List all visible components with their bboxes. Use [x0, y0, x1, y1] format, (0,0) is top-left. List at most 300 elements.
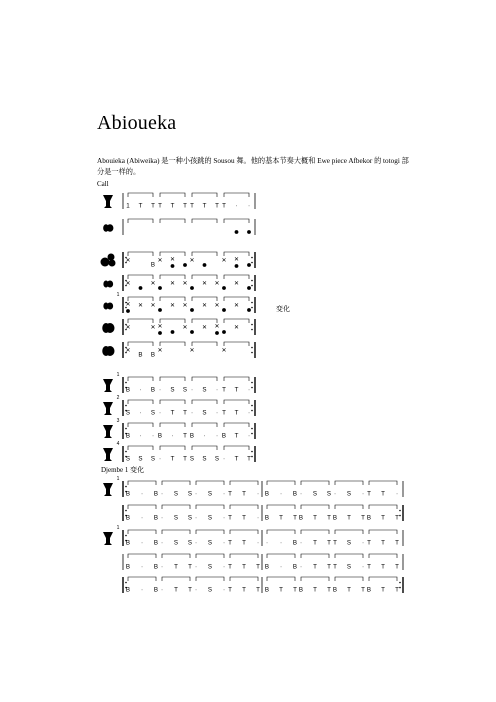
note-stroke: S [173, 490, 179, 498]
note-stroke: T [138, 202, 143, 210]
note-stroke: B [264, 586, 270, 594]
note-stroke: B [125, 563, 131, 571]
dundun-icon [107, 224, 114, 232]
note-open [190, 308, 194, 312]
note-stroke: S [138, 455, 143, 463]
beat-bracket [128, 252, 153, 256]
beat-bracket [160, 252, 185, 256]
beat-bracket [128, 423, 153, 427]
note-mute: ✕ [137, 303, 144, 309]
note-stroke: T [333, 563, 337, 571]
note-mute: ✕ [169, 281, 176, 287]
note-mute: ✕ [221, 348, 227, 354]
beat-bracket [224, 297, 249, 301]
beat-bracket [267, 481, 295, 485]
variation-marker: 1 [116, 372, 120, 378]
note-stroke: · [160, 586, 164, 594]
note-stroke: T [234, 432, 239, 440]
rhythm-row-sangban-var [103, 292, 255, 313]
note-stroke: · [160, 563, 164, 571]
note-stroke: B [153, 586, 159, 594]
note-stroke: · [139, 409, 142, 417]
rhythm-row-dundun-set [101, 252, 256, 269]
beat-bracket [160, 193, 185, 197]
note-open [247, 263, 251, 267]
note-stroke: B [264, 514, 270, 522]
beat-bracket [224, 219, 249, 223]
repeat-dot [125, 428, 127, 430]
note-stroke: T [395, 539, 399, 547]
beat-bracket [196, 505, 224, 509]
note-stroke: · [158, 386, 162, 394]
note-open [203, 263, 207, 267]
note-stroke: · [139, 386, 142, 394]
note-stroke: T [228, 563, 232, 571]
note-stroke: S [170, 386, 175, 394]
rhythm-row-kenkeni [102, 319, 255, 335]
variation-marker: 1 [116, 476, 120, 482]
note-stroke: B [153, 563, 159, 571]
repeat-dot [125, 382, 127, 384]
note-mute: ✕ [125, 302, 131, 308]
note-stroke: T [347, 514, 351, 522]
beat-bracket [128, 219, 153, 223]
note-stroke: · [158, 455, 162, 463]
repeat-dot [251, 433, 253, 435]
beat-bracket [369, 577, 397, 581]
rhythm-row-djembe-3 [103, 418, 255, 440]
note-stroke: B [157, 432, 163, 440]
note-stroke: T [381, 514, 385, 522]
note-stroke: B [153, 514, 159, 522]
note-mute: ✕ [157, 324, 163, 330]
note-mute: ✕ [214, 324, 220, 330]
note-stroke: · [194, 563, 198, 571]
note-mute: ✕ [157, 348, 163, 354]
beat-bracket [224, 342, 249, 346]
note-stroke: T [327, 514, 331, 522]
note-stroke: T [222, 409, 226, 417]
repeat-dot [251, 285, 253, 287]
beat-bracket [196, 554, 224, 558]
note-stroke: T [293, 586, 297, 594]
beat-bracket [301, 530, 329, 534]
beat-bracket [128, 446, 153, 450]
beat-bracket [224, 377, 249, 381]
djembe-icon [103, 532, 113, 545]
beat-bracket [369, 481, 397, 485]
note-open [222, 286, 226, 290]
beat-bracket [196, 530, 224, 534]
beat-bracket [192, 275, 217, 279]
note-stroke: T [256, 563, 260, 571]
note-mute: ✕ [169, 303, 176, 309]
note-stroke: S [150, 455, 156, 463]
note-mute: ✕ [233, 257, 240, 263]
dundun-set-icon [109, 260, 116, 267]
note-stroke: T [361, 514, 365, 522]
rhythm-row-djembe-4 [103, 441, 255, 463]
note-stroke: T [183, 455, 187, 463]
beat-bracket [369, 530, 397, 534]
note-stroke: T [256, 586, 260, 594]
beat-bracket [192, 252, 217, 256]
rhythm-row-var1-b [123, 505, 403, 522]
note-mute: ✕ [233, 325, 240, 331]
repeat-dot [251, 428, 253, 430]
note-stroke: T [234, 409, 239, 417]
dundun-set-icon [108, 254, 115, 261]
beat-bracket [160, 377, 185, 381]
repeat-dot [125, 486, 127, 488]
note-stroke: S [173, 539, 179, 547]
note-mute: ✕ [189, 348, 195, 354]
rhythm-row-var1-a [103, 476, 403, 498]
note-mute: ✕ [201, 281, 208, 287]
note-mute: ✕ [233, 281, 240, 287]
note-open [190, 286, 194, 290]
beat-bracket [192, 342, 217, 346]
note-stroke: · [140, 514, 144, 522]
note-stroke: S [207, 586, 213, 594]
note-stroke: T [222, 202, 226, 210]
repeat-dot [251, 329, 253, 331]
note-stroke: T [151, 202, 155, 210]
beat-bracket [335, 554, 363, 558]
beat-bracket [224, 400, 249, 404]
note-stroke: · [140, 490, 144, 498]
variation-marker: 1 [116, 525, 120, 531]
note-stroke: B [298, 586, 304, 594]
note-stroke: S [346, 539, 352, 547]
beat-bracket [301, 577, 329, 581]
note-stroke: S [326, 490, 332, 498]
note-stroke: · [160, 514, 164, 522]
note-mute: ✕ [214, 281, 220, 287]
note-stroke: · [140, 586, 144, 594]
djembe-icon [103, 425, 113, 438]
note-stroke: B [298, 514, 304, 522]
note-stroke: · [247, 202, 251, 210]
note-stroke: S [207, 514, 213, 522]
repeat-dot [399, 510, 401, 512]
note-stroke: · [215, 386, 219, 394]
note-stroke: B [264, 490, 270, 498]
note-stroke: T [158, 202, 162, 210]
beat-bracket [301, 505, 329, 509]
beat-bracket [128, 193, 153, 197]
note-stroke: · [140, 539, 144, 547]
note-stroke: · [215, 432, 219, 440]
beat-bracket [128, 554, 156, 558]
beat-bracket [224, 275, 249, 279]
note-stroke: · [151, 432, 155, 440]
note-mute: ✕ [125, 281, 131, 287]
note-open [215, 331, 219, 335]
note-stroke: · [333, 490, 337, 498]
beat-bracket [128, 275, 153, 279]
note-stroke: T [247, 455, 251, 463]
djembe-variation-label: Djembe 1 变化 [101, 466, 145, 474]
note-stroke: T [327, 586, 331, 594]
repeat-dot [251, 347, 253, 349]
note-stroke: T [188, 563, 192, 571]
beat-bracket [301, 554, 329, 558]
beat-bracket [160, 319, 185, 323]
note-stroke: · [247, 386, 251, 394]
note-open [183, 263, 187, 267]
note-stroke: · [222, 490, 226, 498]
note-stroke: B [125, 514, 131, 522]
note-stroke: S [207, 563, 213, 571]
note-open [126, 309, 130, 313]
rhythm-row-var2-a [103, 525, 403, 547]
note-stroke: T [361, 586, 365, 594]
note-stroke: T [347, 586, 351, 594]
note-stroke: B [264, 563, 270, 571]
note-mute: ✕ [189, 258, 195, 264]
beat-bracket [128, 577, 156, 581]
note-open [158, 331, 162, 335]
beat-bracket [192, 319, 217, 323]
note-stroke: · [395, 490, 399, 498]
note-mute: ✕ [201, 325, 208, 331]
note-mute: ✕ [233, 303, 240, 309]
beat-bracket [128, 530, 156, 534]
note-stroke: B [125, 490, 131, 498]
note-stroke: T [293, 514, 297, 522]
repeat-dot [251, 410, 253, 412]
djembe-icon [103, 379, 113, 392]
note-stroke: T [234, 455, 239, 463]
beat-bracket [335, 481, 363, 485]
beat-bracket [196, 577, 224, 581]
note-stroke: S [187, 514, 193, 522]
note-stroke: S [207, 490, 213, 498]
note-stroke: T [242, 490, 246, 498]
note-mute: ✕ [182, 281, 188, 287]
note-stroke: T [228, 490, 232, 498]
beat-bracket [160, 423, 185, 427]
beat-bracket [162, 481, 190, 485]
note-stroke: · [160, 490, 164, 498]
note-stroke: B [125, 586, 131, 594]
beat-bracket [128, 319, 153, 323]
note-stroke: · [256, 490, 260, 498]
beat-bracket [192, 400, 217, 404]
beat-bracket [192, 446, 217, 450]
note-stroke: · [194, 586, 198, 594]
note-stroke: · [160, 539, 164, 547]
note-stroke: · [256, 539, 260, 547]
sangban-icon [107, 281, 113, 288]
beat-bracket [224, 319, 249, 323]
rhythm-row-call-djembe [103, 193, 255, 210]
note-stroke: T [228, 539, 232, 547]
repeat-dot [251, 451, 253, 453]
note-stroke: · [139, 432, 142, 440]
note-stroke: T [188, 586, 192, 594]
note-stroke: T [228, 514, 232, 522]
note-mute: ✕ [169, 257, 176, 263]
repeat-dot [125, 510, 127, 512]
note-stroke: · [279, 490, 283, 498]
note-stroke: · [279, 563, 283, 571]
repeat-dot [251, 257, 253, 259]
note-stroke: T [222, 386, 226, 394]
note-stroke: T [279, 514, 283, 522]
rhythm-row-sangban [103, 275, 255, 291]
beat-bracket [192, 423, 217, 427]
note-mute: ✕ [125, 258, 131, 264]
beat-bracket [128, 342, 153, 346]
beat-bracket [224, 446, 249, 450]
variation-marker: 2 [116, 395, 120, 401]
note-stroke: T [313, 586, 317, 594]
beat-bracket [162, 530, 190, 534]
repeat-dot [125, 405, 127, 407]
note-stroke: S [346, 563, 352, 571]
beat-bracket [230, 577, 258, 581]
note-stroke: T [279, 586, 283, 594]
note-stroke: T [215, 202, 219, 210]
note-stroke: S [187, 490, 193, 498]
djembe-icon [103, 195, 113, 208]
note-stroke: T [228, 586, 232, 594]
repeat-dot [251, 280, 253, 282]
variation-label: 变化 [276, 305, 290, 313]
note-mute: ✕ [214, 303, 220, 309]
note-stroke: · [265, 539, 269, 547]
note-stroke: T [183, 432, 187, 440]
kenkeni-icon [106, 346, 115, 356]
note-stroke: S [150, 409, 156, 417]
rhythm-row-kenkeni-2 [102, 342, 255, 359]
note-stroke: · [222, 514, 226, 522]
beat-bracket [335, 577, 363, 581]
note-stroke: S [189, 455, 195, 463]
beat-bracket [128, 400, 153, 404]
beat-bracket [160, 400, 185, 404]
note-stroke: B [292, 490, 298, 498]
beat-bracket [162, 505, 190, 509]
repeat-dot [251, 405, 253, 407]
note-open [190, 330, 194, 334]
note-open [222, 330, 226, 334]
note-stroke: S [202, 409, 207, 417]
beat-bracket [192, 193, 217, 197]
note-stroke: B [138, 351, 143, 359]
note-stroke: · [171, 432, 174, 440]
note-stroke: T [395, 563, 399, 571]
note-stroke: T [313, 514, 317, 522]
note-open [235, 230, 239, 234]
note-stroke: · [299, 563, 303, 571]
note-stroke: S [182, 386, 188, 394]
note-stroke: · [203, 432, 206, 440]
note-stroke: · [190, 386, 194, 394]
beat-bracket [192, 219, 217, 223]
beat-bracket [230, 554, 258, 558]
note-mute: ✕ [150, 325, 156, 331]
note-stroke: S [173, 514, 179, 522]
note-mute: ✕ [221, 258, 227, 264]
note-stroke: · [222, 563, 226, 571]
note-stroke: T [313, 539, 317, 547]
note-stroke: T [381, 563, 385, 571]
beat-bracket [267, 577, 295, 581]
note-open [235, 264, 239, 268]
beat-bracket [267, 554, 295, 558]
note-stroke: B [189, 432, 195, 440]
note-mute: ✕ [182, 325, 188, 331]
beat-bracket [128, 481, 156, 485]
note-stroke: S [207, 539, 213, 547]
note-stroke: S [346, 490, 352, 498]
beat-bracket [267, 530, 295, 534]
note-stroke: · [279, 539, 283, 547]
beat-bracket [128, 377, 153, 381]
repeat-dot [251, 456, 253, 458]
note-stroke: · [194, 514, 198, 522]
note-open [247, 230, 251, 234]
beat-bracket [128, 505, 156, 509]
note-mute: ✕ [125, 325, 131, 331]
variation-marker: 1 [116, 292, 120, 298]
note-stroke: B [125, 432, 131, 440]
note-mute: ✕ [150, 281, 156, 287]
note-stroke: B [332, 586, 338, 594]
call-label: Call [97, 180, 109, 188]
beat-bracket [160, 219, 185, 223]
note-stroke: T [395, 514, 399, 522]
note-stroke: · [194, 539, 198, 547]
note-stroke: · [247, 409, 251, 417]
note-stroke: S [214, 455, 220, 463]
beat-bracket [369, 554, 397, 558]
beat-bracket [230, 505, 258, 509]
note-stroke: B [125, 386, 131, 394]
note-stroke: S [202, 386, 207, 394]
note-stroke: T [327, 539, 331, 547]
beat-bracket [224, 252, 249, 256]
note-stroke: B [366, 514, 372, 522]
note-stroke: · [215, 409, 219, 417]
variation-marker: 3 [116, 418, 120, 424]
repeat-dot [251, 324, 253, 326]
note-stroke: 1 [126, 202, 130, 210]
note-stroke: · [158, 409, 162, 417]
repeat-dot [399, 515, 401, 517]
rhythm-row-djembe-2 [103, 395, 255, 417]
note-open [247, 286, 251, 290]
note-stroke: T [242, 514, 246, 522]
note-stroke: S [312, 490, 318, 498]
beat-bracket [192, 377, 217, 381]
note-stroke: T [242, 586, 246, 594]
note-stroke: B [125, 539, 131, 547]
note-open [158, 308, 162, 312]
beat-bracket [230, 530, 258, 534]
beat-bracket [335, 530, 363, 534]
note-mute: ✕ [182, 303, 188, 309]
note-stroke: T [183, 202, 187, 210]
note-stroke: B [150, 261, 156, 269]
beat-bracket [230, 481, 258, 485]
note-open [158, 286, 162, 290]
note-stroke: B [292, 539, 298, 547]
repeat-dot [251, 302, 253, 304]
